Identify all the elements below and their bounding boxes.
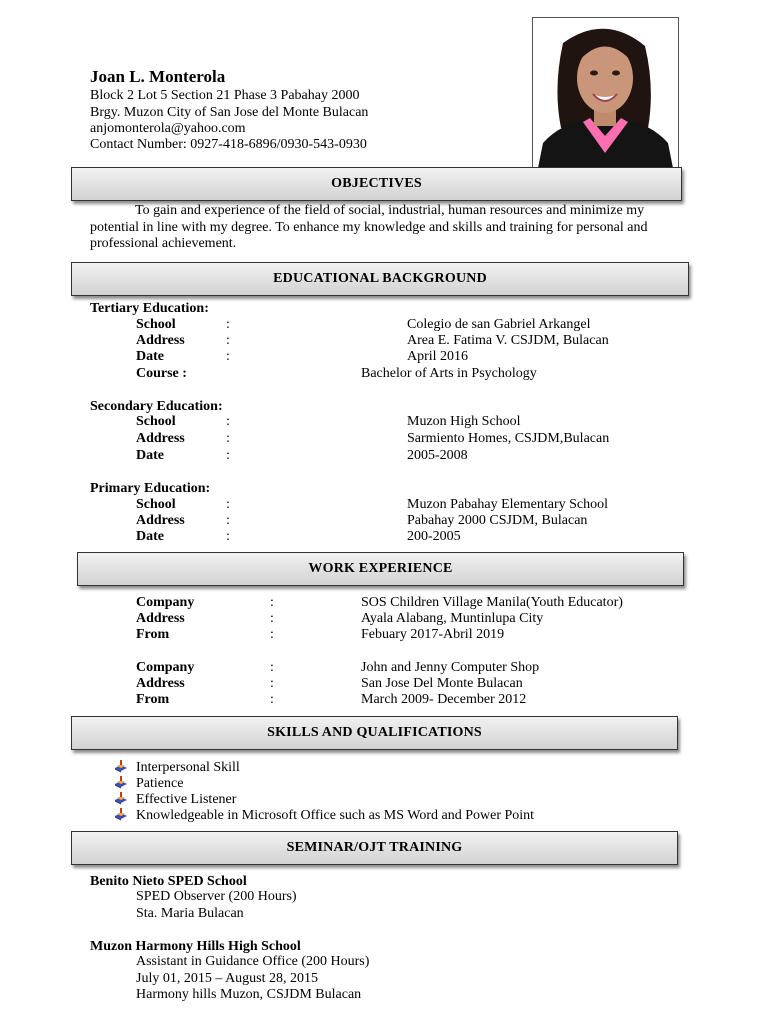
skill-item: [114, 759, 240, 776]
work-company-label: Company: [136, 660, 195, 675]
colon: :: [226, 317, 230, 332]
colon: :: [226, 333, 230, 348]
work-company-label: Company: [136, 595, 195, 610]
seminar-title: Benito Nieto SPED School: [90, 874, 247, 889]
skill-item: [114, 791, 236, 808]
primary-school: Muzon Pabahay Elementary School: [407, 497, 609, 512]
primary-date-label: Date: [136, 529, 164, 544]
skills-header: SKILLS AND QUALIFICATIONS: [71, 716, 678, 750]
seminar-line: Harmony hills Muzon, CSJDM Bulacan: [136, 987, 362, 1002]
tertiary-school: Colegio de san Gabriel Arkangel: [407, 317, 591, 332]
skill-text: Effective Listener: [136, 792, 237, 807]
book-bullet-icon: [114, 807, 128, 821]
secondary-school-label: School: [136, 414, 176, 429]
colon: :: [270, 692, 274, 707]
colon: :: [270, 611, 274, 626]
work-header: WORK EXPERIENCE: [77, 552, 684, 586]
skill-text: Patience: [136, 776, 184, 791]
objectives-header: OBJECTIVES: [71, 167, 682, 201]
skill-text: Interpersonal Skill: [136, 760, 240, 775]
secondary-date-label: Date: [136, 448, 164, 463]
secondary-heading: Secondary Education:: [90, 399, 223, 414]
skill-item: [114, 775, 183, 792]
colon: :: [270, 627, 274, 642]
work-company: SOS Children Village Manila(Youth Educator): [361, 595, 623, 610]
colon: :: [226, 414, 230, 429]
secondary-address: Sarmiento Homes, CSJDM,Bulacan: [407, 431, 610, 446]
book-bullet-icon: [114, 775, 128, 789]
email: anjomonterola@yahoo.com: [90, 121, 246, 136]
primary-address-label: Address: [136, 513, 185, 528]
colon: :: [270, 660, 274, 675]
work-company: John and Jenny Computer Shop: [361, 660, 540, 675]
objective-paragraph: [90, 203, 650, 253]
seminar-line: SPED Observer (200 Hours): [136, 889, 297, 904]
education-header: EDUCATIONAL BACKGROUND: [71, 262, 689, 296]
colon: :: [226, 497, 230, 512]
seminar-line: Assistant in Guidance Office (200 Hours): [136, 954, 370, 969]
seminar-line: Sta. Maria Bulacan: [136, 906, 244, 921]
work-address-label: Address: [136, 611, 185, 626]
work-address-label: Address: [136, 676, 185, 691]
contact-number: Contact Number: 0927-418-6896/0930-543-0930: [90, 137, 367, 152]
primary-school-label: School: [136, 497, 176, 512]
applicant-name: Joan L. Monterola: [90, 67, 226, 86]
secondary-school: Muzon High School: [407, 414, 521, 429]
work-from-label: From: [136, 627, 170, 642]
address-line-2: Brgy. Muzon City of San Jose del Monte Bulacan: [90, 105, 369, 120]
tertiary-school-label: School: [136, 317, 176, 332]
colon: :: [226, 431, 230, 446]
colon: :: [226, 513, 230, 528]
colon: :: [226, 448, 230, 463]
tertiary-address-label: Address: [136, 333, 185, 348]
secondary-date: 2005-2008: [407, 448, 468, 463]
colon: :: [270, 676, 274, 691]
work-from: Febuary 2017-Abril 2019: [361, 627, 505, 642]
objective-text: To gain and experience of the field of social, industrial, human resources and minimize my potential in line with my degree. To enhance my knowledge and skills and training for personal and professional achievement.: [90, 203, 648, 251]
address-line-1: Block 2 Lot 5 Section 21 Phase 3 Pabahay 2000: [90, 88, 360, 103]
tertiary-course-label: Course :: [136, 366, 187, 381]
colon: :: [270, 595, 274, 610]
tertiary-course: Bachelor of Arts in Psychology: [361, 366, 537, 381]
tertiary-date: April 2016: [407, 349, 469, 364]
book-bullet-icon: [114, 759, 128, 773]
tertiary-date-label: Date: [136, 349, 164, 364]
primary-heading: Primary Education:: [90, 481, 211, 496]
profile-photo: [532, 17, 679, 169]
work-address: Ayala Alabang, Muntinlupa City: [361, 611, 544, 626]
work-from-label: From: [136, 692, 170, 707]
colon: :: [226, 529, 230, 544]
seminar-header: SEMINAR/OJT TRAINING: [71, 831, 678, 865]
colon: :: [226, 349, 230, 364]
primary-date: 200-2005: [407, 529, 461, 544]
tertiary-address: Area E. Fatima V. CSJDM, Bulacan: [407, 333, 609, 348]
tertiary-heading: Tertiary Education:: [90, 301, 209, 316]
seminar-title: Muzon Harmony Hills High School: [90, 939, 301, 954]
work-from: March 2009- December 2012: [361, 692, 527, 707]
work-address: San Jose Del Monte Bulacan: [361, 676, 523, 691]
secondary-address-label: Address: [136, 431, 185, 446]
skill-item: [114, 807, 534, 824]
skill-text: Knowledgeable in Microsoft Office such as MS Word and Power Point: [136, 808, 535, 823]
seminar-line: July 01, 2015 – August 28, 2015: [136, 971, 319, 986]
book-bullet-icon: [114, 791, 128, 805]
primary-address: Pabahay 2000 CSJDM, Bulacan: [407, 513, 588, 528]
